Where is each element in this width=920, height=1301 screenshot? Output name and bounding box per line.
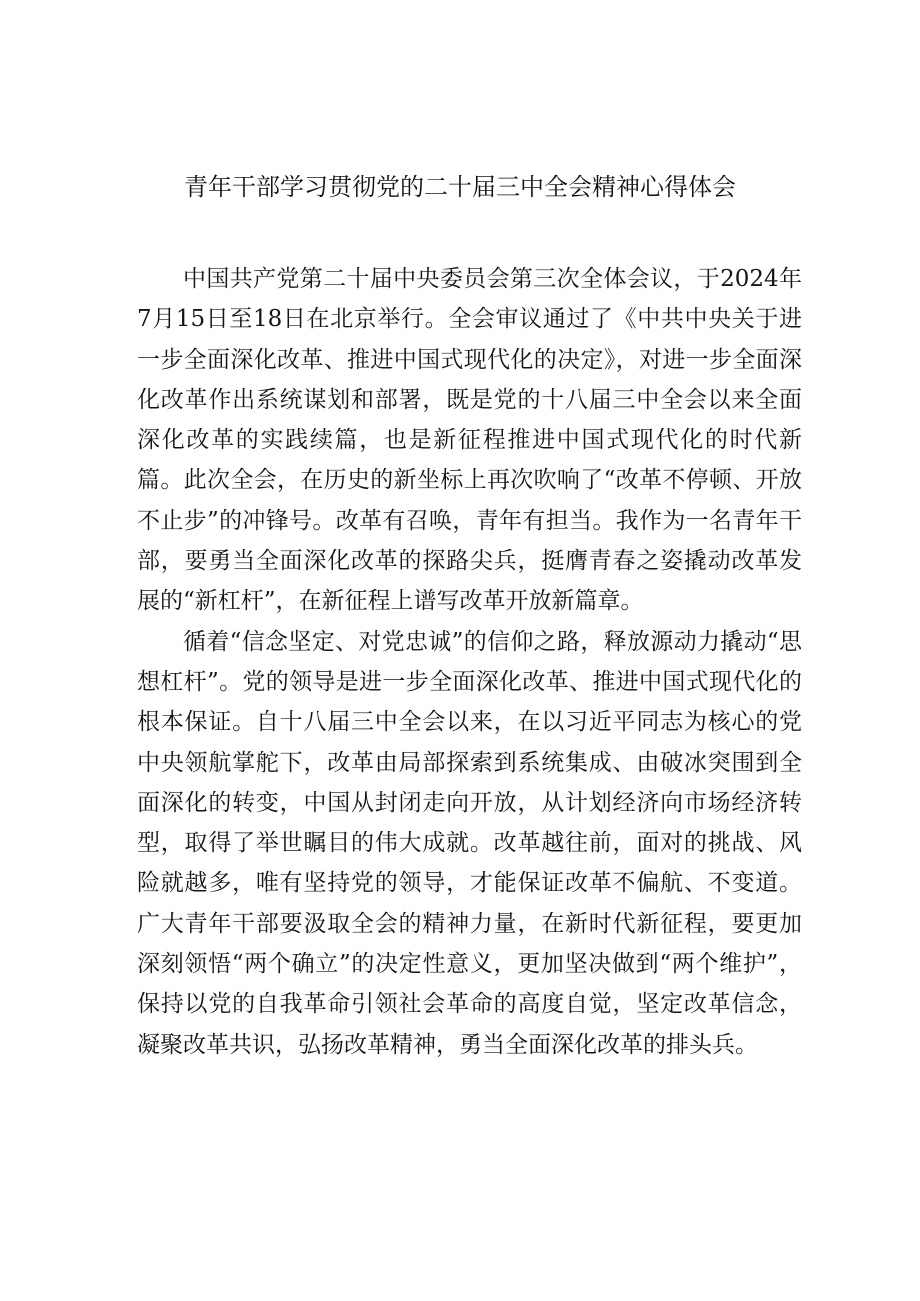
document-body	[137, 259, 802, 1065]
paragraph-1: 中国共产党第二十届中央委员会第三次全体会议，于2024年7月15日至18日在北京举行。全会审议通过了《中共中央关于进一步全面深化改革、推进中国式现代化的决定》，对进一步全面深化改革作出系统谋划和部署，既是党的十八届三中全会以来全面深化改革的实践续篇，也是新征程推进中国式现代化的时代新篇。此次全会，在历史的新坐标上再次吹响了“改革不停顿、开放不止步”的冲锋号。改革有召唤，青年有担当。我作为一名青年干部，要勇当全面深化改革的探路尖兵，挺膺青春之姿撬动改革发展的“新杠杆”，在新征程上谱写改革开放新篇章。	[137, 266, 802, 615]
document-title: 青年干部学习贯彻党的二十届三中全会精神心得体会	[184, 173, 736, 201]
paragraph-2: 循着“信念坚定、对党忠诚”的信仰之路，释放源动力撬动“思想杠杆”。党的领导是进一步全面深化改革、推进中国式现代化的根本保证。自十八届三中全会以来，在以习近平同志为核心的党中央领航掌舵下，改革由局部探索到系统集成、由破冰突围到全面深化的转变，中国从封闭走向开放，从计划经济向市场经济转型，取得了举世瞩目的伟大成就。改革越往前，面对的挑战、风险就越多，唯有坚持党的领导，才能保证改革不偏航、不变道。广大青年干部要汲取全会的精神力量，在新时代新征程，要更加深刻领悟“两个确立”的决定性意义，更加坚决做到“两个维护”，保持以党的自我革命引领社会革命的高度自觉，坚定改革信念，凝聚改革共识，弘扬改革精神，勇当全面深化改革的排头兵。	[137, 628, 802, 1058]
